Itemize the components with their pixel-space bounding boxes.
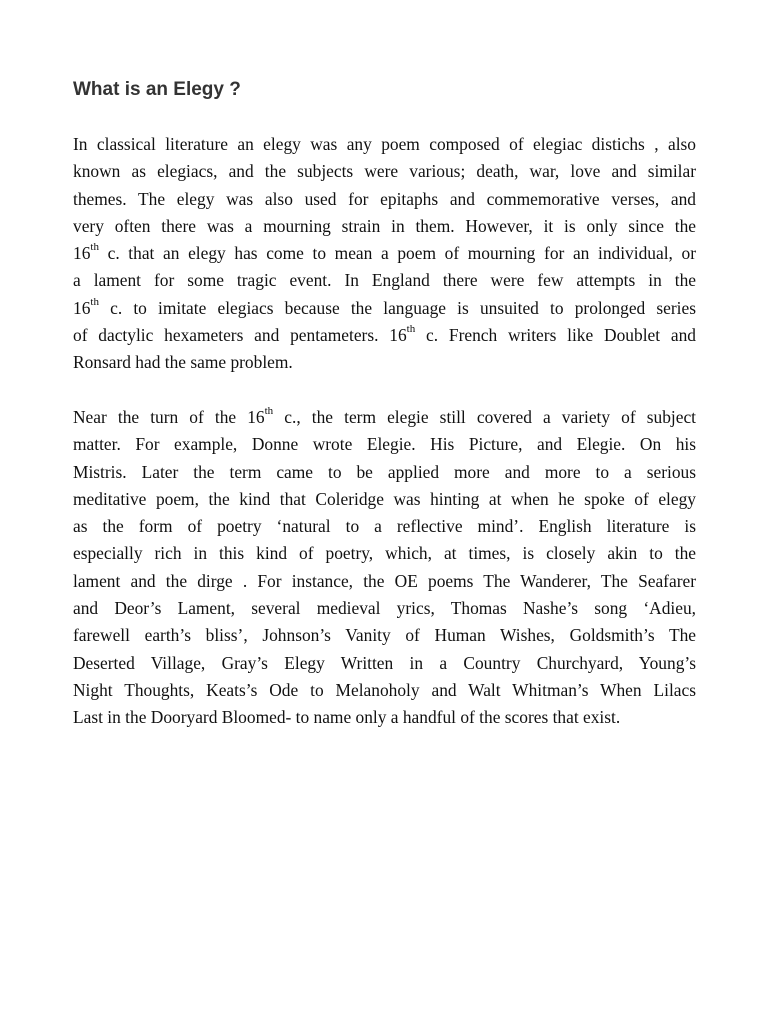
text-line: farewell earth’s bliss’, Johnson’s Vanity of Human Wishes, Goldsmith’s The bbox=[73, 625, 696, 646]
text-line: Last in the Dooryard Bloomed- to name only a handful of the scores that exist. bbox=[73, 707, 621, 728]
text-line: themes. The elegy was also used for epitaphs and commemorative verses, and bbox=[73, 188, 696, 209]
text-line: as the form of poetry ‘natural to a reflective mind’. English literature is bbox=[73, 516, 696, 537]
text-line: meditative poem, the kind that Coleridge was hinting at when he spoke of elegy bbox=[73, 488, 696, 509]
text-line: 16th c. to imitate elegiacs because the language is unsuited to prolonged series bbox=[73, 295, 696, 318]
text-line: and Deor’s Lament, several medieval yrics, Thomas Nashe’s song ‘Adieu, bbox=[73, 598, 696, 619]
text-line: Deserted Village, Gray’s Elegy Written in a Country Churchyard, Young’s bbox=[73, 652, 696, 673]
text-line: lament and the dirge . For instance, the OE poems The Wanderer, The Seafarer bbox=[73, 570, 696, 591]
ordinal-superscript: th bbox=[264, 405, 274, 418]
text-line: matter. For example, Donne wrote Elegie. His Picture, and Elegie. On his bbox=[73, 434, 696, 455]
text-line: Near the turn of the 16th c., the term elegie still covered a variety of subject bbox=[73, 405, 696, 427]
text-line: Mistris. Later the term came to be applied more and more to a serious bbox=[73, 461, 696, 482]
text-line: In classical literature an elegy was any poem composed of elegiac distichs , also bbox=[73, 134, 696, 154]
text-line: especially rich in this kind of poetry, which, at times, is closely akin to the bbox=[73, 543, 696, 564]
ordinal-superscript: th bbox=[90, 241, 99, 254]
text-line: Night Thoughts, Keats’s Ode to Melanoholy and Walt Whitman’s When Lilacs bbox=[73, 679, 696, 700]
paragraph-1 bbox=[73, 131, 696, 377]
text-line: known as elegiacs, and the subjects were various; death, war, love and similar bbox=[73, 161, 696, 182]
text-line: a lament for some tragic event. In England there were few attempts in the bbox=[73, 270, 696, 291]
text-line: of dactylic hexameters and pentameters. 16th c. French writers like Doublet and bbox=[73, 323, 696, 346]
page-title: What is an Elegy ? bbox=[73, 79, 241, 100]
text-line: very often there was a mourning strain in them. However, it is only since the bbox=[73, 215, 696, 236]
ordinal-superscript: th bbox=[406, 323, 416, 336]
text-line: 16th c. that an elegy has come to mean a poem of mourning for an individual, or bbox=[73, 241, 696, 264]
paragraph-2 bbox=[73, 404, 696, 732]
text-line: Ronsard had the same problem. bbox=[73, 352, 293, 373]
ordinal-superscript: th bbox=[90, 295, 99, 308]
